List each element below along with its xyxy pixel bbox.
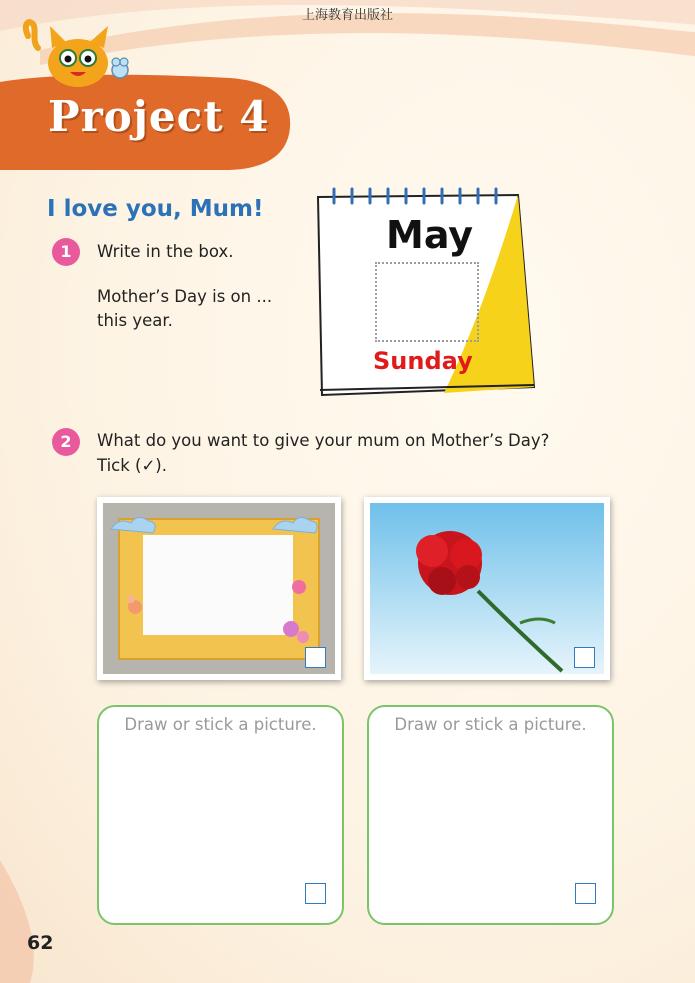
photo-frame-tick-box[interactable] (305, 647, 326, 668)
calendar-month: May (386, 213, 474, 257)
cat-mascot-icon (20, 18, 140, 88)
photo-frame-option (97, 497, 341, 680)
page-heading: I love you, Mum! (47, 196, 264, 222)
calendar-day: Sunday (373, 347, 473, 375)
project-title: Project 4 (48, 92, 270, 141)
calendar-date-write-box[interactable] (375, 262, 479, 342)
draw-box-right-label: Draw or stick a picture. (394, 715, 587, 734)
task-1-instruction: Write in the box. (97, 242, 234, 261)
paper-photo-frame-image (103, 503, 335, 674)
task-2-number-badge: 2 (52, 428, 80, 456)
red-carnation-image (370, 503, 604, 674)
bottom-swoosh-decoration (0, 860, 695, 983)
task-1-sentence-line2: this year. (97, 311, 173, 330)
task-2-tick-prompt: Tick (✓). (97, 456, 167, 475)
carnation-tick-box[interactable] (574, 647, 595, 668)
task-1-number-badge: 1 (52, 238, 80, 266)
task-2-question: What do you want to give your mum on Mother’s Day? (97, 431, 550, 450)
publisher-name: 上海教育出版社 (301, 8, 393, 23)
page-number: 62 (27, 932, 54, 954)
carnation-option (364, 497, 610, 680)
draw-box-left-label: Draw or stick a picture. (124, 715, 317, 734)
task-1-sentence-line1: Mother’s Day is on ... (97, 287, 273, 306)
